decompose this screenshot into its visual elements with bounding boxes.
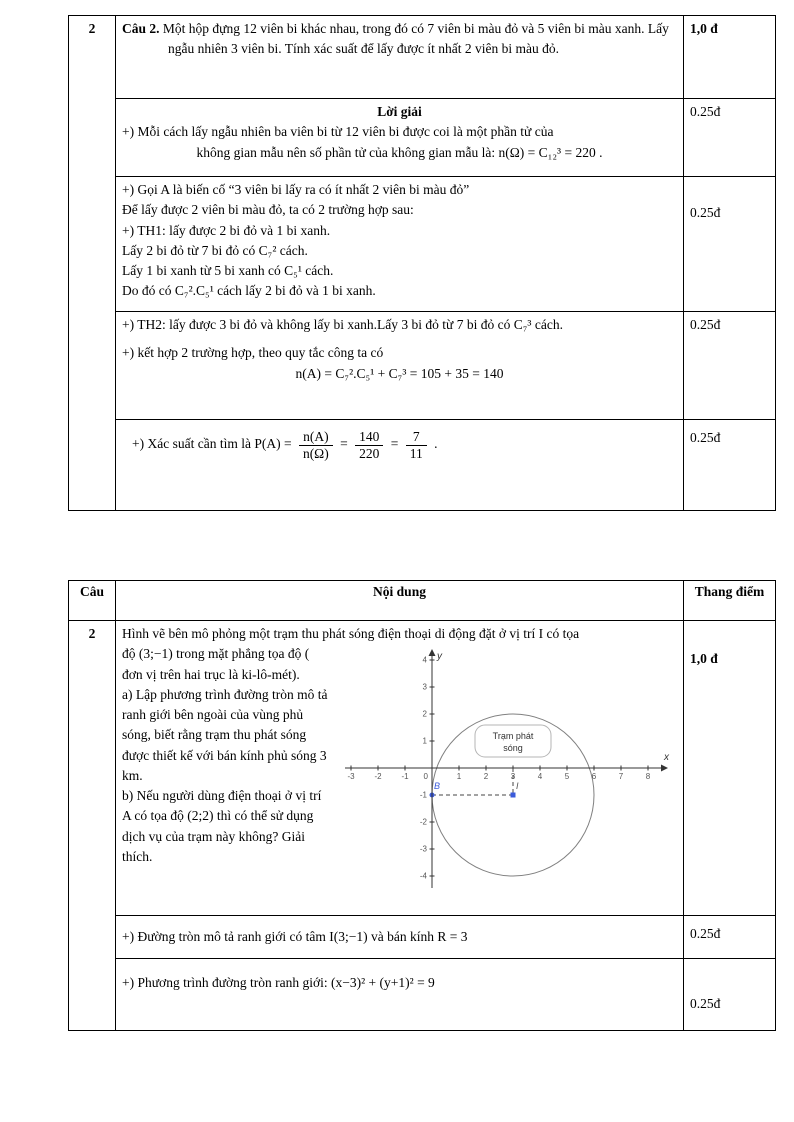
y-axis-label: y xyxy=(437,651,442,663)
x-tick-label: -3 xyxy=(347,772,355,782)
question-number: 2 xyxy=(88,626,96,641)
x-tick-label: 5 xyxy=(564,772,570,782)
x-axis-label: x xyxy=(664,752,669,764)
x-tick-label: 3 xyxy=(510,772,516,782)
station-label-line2: sóng xyxy=(503,743,523,754)
question-number: 2 xyxy=(88,21,96,36)
period: . xyxy=(434,436,438,452)
case2-cell xyxy=(116,312,684,420)
question-cell xyxy=(116,16,684,99)
equals-sign: = xyxy=(390,436,399,452)
score-cell-total: 1,0 đ xyxy=(684,16,776,99)
x-axis-arrow-icon xyxy=(661,765,668,772)
sol2-text: +) Phương trình đường tròn ranh giới: (x−3)² + (y+1)² = 9 xyxy=(122,975,435,990)
score-cell-step2: 0.25đ xyxy=(684,177,776,312)
y-tick-label: 1 xyxy=(422,736,427,746)
case1-line: Để lấy được 2 viên bi màu đỏ, ta có 2 trường hợp sau: xyxy=(122,202,414,218)
x-tick-label: -2 xyxy=(374,772,382,782)
case1-line: +) TH1: lấy được 2 bi đỏ và 1 bi xanh. xyxy=(122,222,331,238)
score-cell-step4: 0.25đ xyxy=(684,420,776,511)
y-tick-label: -1 xyxy=(419,790,427,800)
geometry-problem-cell xyxy=(116,621,684,916)
coordinate-plane-svg xyxy=(337,646,673,898)
solution-intro-cell xyxy=(116,99,684,177)
geometry-sol1-cell xyxy=(116,916,684,959)
geometry-sol2-cell xyxy=(116,959,684,1031)
x-tick-label: 6 xyxy=(591,772,597,782)
x-tick-label: 1 xyxy=(456,772,462,782)
problem-part-b: b) Nếu người dùng điện thoại ở vị trí A có tọa độ (2;2) thì có thể sử dụng dịch vụ của trạm này không? Giải thích. xyxy=(122,788,322,864)
case2-line1: +) TH2: lấy được 3 bi đỏ và không lấy bi xanh.Lấy 3 bi đỏ từ 7 bi đỏ có C₇³ cách. xyxy=(122,317,563,332)
header-cau: Câu xyxy=(69,581,116,621)
y-tick-label: 2 xyxy=(422,709,427,719)
y-tick-label: 3 xyxy=(422,682,427,692)
question-body: Một hộp đựng 12 viên bi khác nhau, trong đó có 7 viên bi màu đỏ và 5 viên bi màu xanh. Lấy ngẫu nhiên 3 viên bi. Tính xác suất để lấy được ít nhất 2 viên bi màu đỏ. xyxy=(162,21,669,57)
header-thang-diem: Thang điểm xyxy=(684,581,776,621)
fraction-7-11: $\frac{7}{11}$ xyxy=(406,429,427,461)
question-number-cell xyxy=(69,16,116,511)
header-noi-dung: Nội dung xyxy=(116,581,684,621)
probability-cell xyxy=(116,420,684,511)
x-tick-label: -1 xyxy=(401,772,409,782)
point-I-label: I xyxy=(516,781,519,792)
coordinate-figure xyxy=(337,646,677,904)
score-cell-step1: 0.25đ xyxy=(684,99,776,177)
x-tick-label: 8 xyxy=(645,772,651,782)
answer-table-geometry xyxy=(68,580,776,1031)
case1-line: Lấy 1 bi xanh từ 5 bi xanh có C₅¹ cách. xyxy=(122,263,334,278)
problem-line-rest: độ (3;−1) trong mặt phẳng tọa độ ( đơn vị trên hai trục là ki-lô-mét). xyxy=(122,646,310,682)
question-text xyxy=(122,19,677,60)
score-cell-step1: 0.25đ xyxy=(684,916,776,959)
question-lead: Câu 2. xyxy=(122,21,160,36)
score-cell-total: 1,0 đ xyxy=(684,621,776,916)
case1-cell xyxy=(116,177,684,312)
case1-line: Do đó có C₇².C₅¹ cách lấy 2 bi đỏ và 1 bi xanh. xyxy=(122,283,376,299)
x-tick-label: 7 xyxy=(618,772,624,782)
score-cell-step3: 0.25đ xyxy=(684,312,776,420)
sol1-text: +) Đường tròn mô tả ranh giới có tâm I(3;−1) và bán kính R = 3 xyxy=(122,928,468,944)
x-tick-label: 2 xyxy=(483,772,489,782)
station-label-line1: Trạm phát xyxy=(492,731,534,742)
fraction-na-nomega: $\frac{n(A)}{n(\Omega)}$ xyxy=(299,429,333,461)
y-axis-arrow-icon xyxy=(429,649,436,656)
y-tick-label: -2 xyxy=(419,817,427,827)
solution-header: Lời giải xyxy=(377,104,422,119)
answer-table-question-2 xyxy=(68,15,776,511)
equals-sign: = xyxy=(340,436,348,452)
probability-formula xyxy=(122,423,677,463)
score-cell-step2: 0.25đ xyxy=(684,959,776,1031)
case2-line2: +) kết hợp 2 trường hợp, theo quy tắc công ta có xyxy=(122,345,384,361)
question-number-cell xyxy=(69,621,116,1031)
y-tick-label: 4 xyxy=(422,655,427,665)
solution-intro-line1: +) Mỗi cách lấy ngẫu nhiên ba viên bi từ 12 viên bi được coi là một phần tử của xyxy=(122,124,554,140)
case1-line: +) Gọi A là biến cố “3 viên bi lấy ra có ít nhất 2 viên bi màu đỏ” xyxy=(122,182,470,197)
case1-line: Lấy 2 bi đỏ từ 7 bi đỏ có C₇² cách. xyxy=(122,242,308,258)
problem-part-a: a) Lập phương trình đường tròn mô tả ranh giới bên ngoài của vùng phủ sóng, biết rằng trạm thu phát sóng được thiết kế với bán kính phủ sóng 3 km. xyxy=(122,686,328,783)
probability-prefix: +) Xác suất cần tìm là P(A) = xyxy=(132,436,292,452)
fraction-140-220: $\frac{140}{220}$ xyxy=(355,429,383,461)
x-tick-label: 0 xyxy=(423,772,428,782)
y-tick-label: -3 xyxy=(419,844,427,854)
solution-intro-line2: không gian mẫu nên số phần tử của không gian mẫu là: n(Ω) = C₁₂³ = 220 . xyxy=(196,144,603,160)
x-tick-label: 4 xyxy=(537,772,543,782)
point-B-label: B xyxy=(434,781,441,792)
problem-line1: Hình vẽ bên mô phỏng một trạm thu phát sóng điện thoại di động đặt ở vị trí I có tọa xyxy=(122,626,580,641)
y-tick-label: -4 xyxy=(419,871,427,881)
point-I xyxy=(511,793,516,798)
case2-formula: n(A) = C₇².C₅¹ + C₇³ = 105 + 35 = 140 xyxy=(295,365,504,381)
